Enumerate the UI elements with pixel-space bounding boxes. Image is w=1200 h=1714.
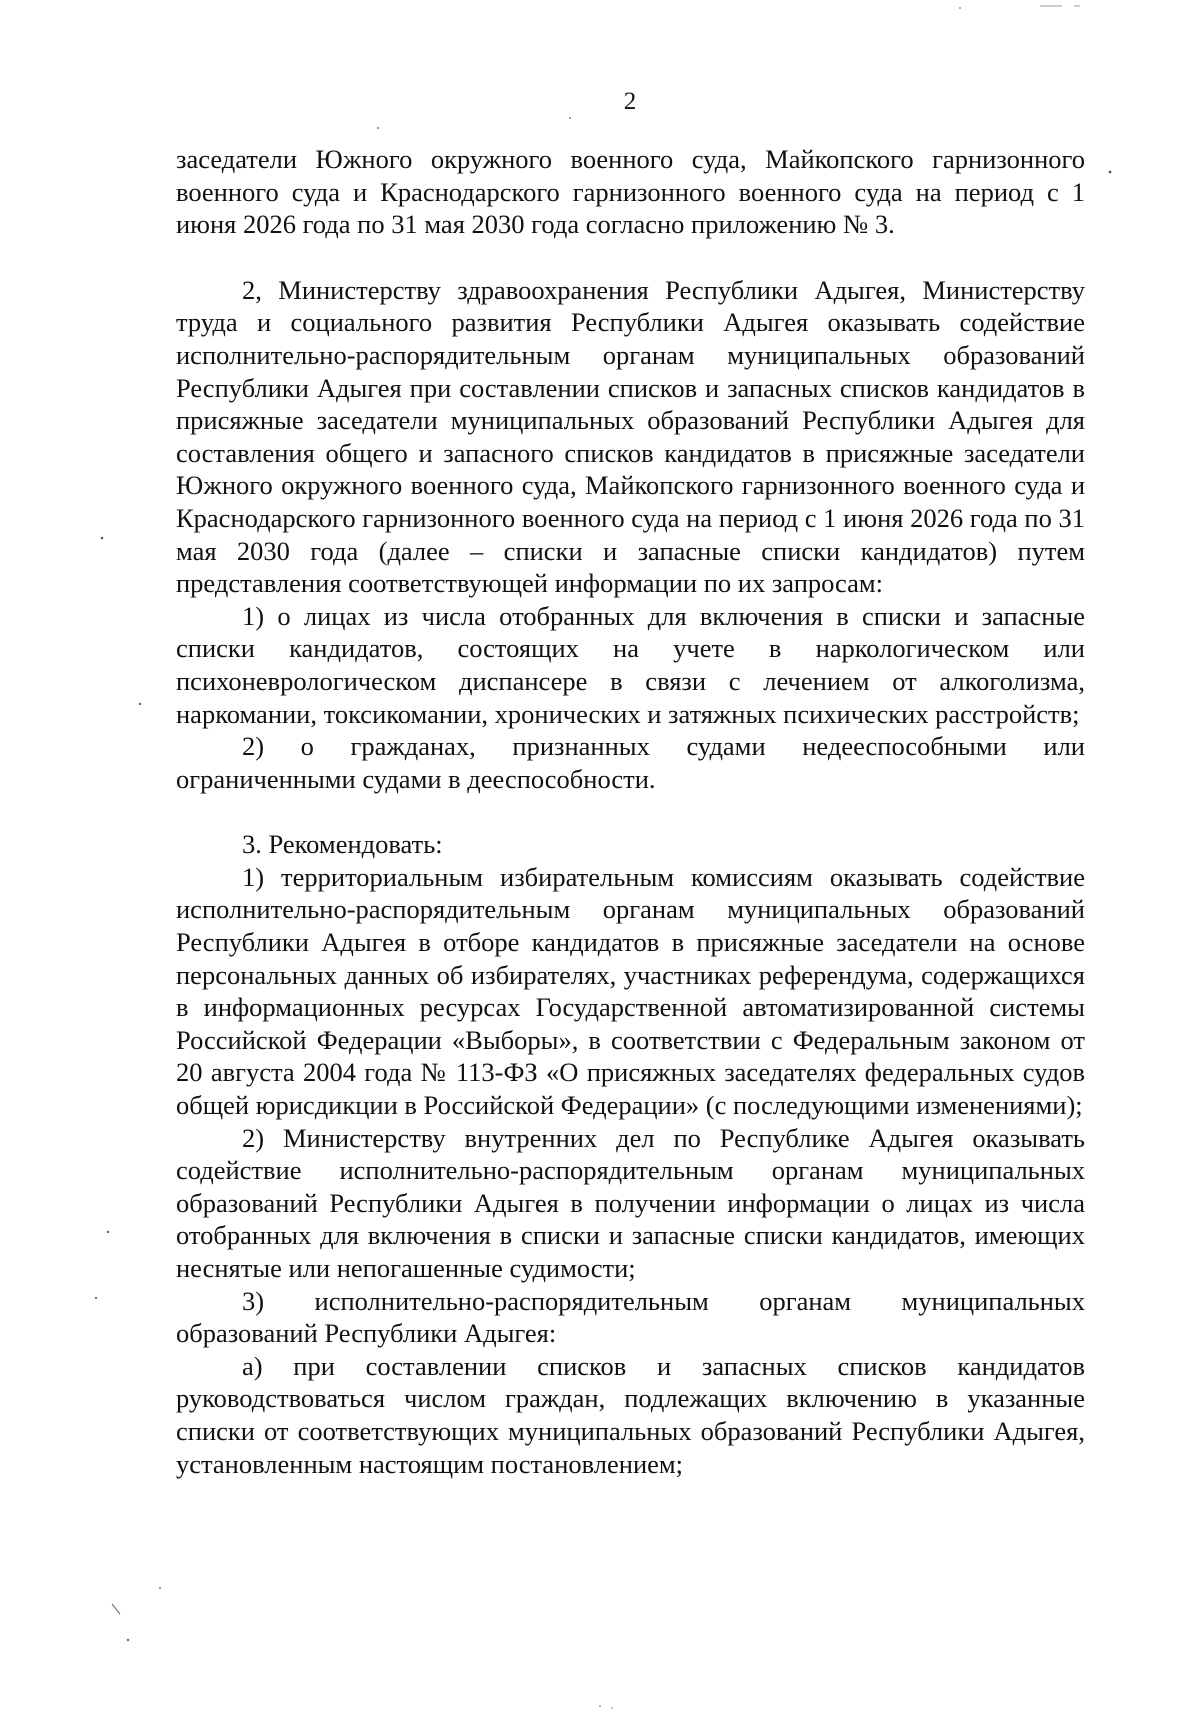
paragraph-continuation: заседатели Южного окружного военного суда, Майкопского гарнизонного военного суда и Краснодарского гарнизонного военного суда на период с 1 июня 2026 года по 31 мая 2030 года согласно приложению № 3. xyxy=(176,144,1085,240)
paragraph-item-2-2: 2) о гражданах, признанных судами недееспособными или ограниченными судами в дееспособности. xyxy=(176,731,1085,794)
paragraph-item-3-3-a: а) при составлении списков и запасных списков кандидатов руководствоваться числом граждан, подлежащих включению в указанные списки от соответствующих муниципальных образований Республики Адыгея, установленным настоящим постановлением; xyxy=(176,1350,1085,1479)
paragraph-item-3-1: 1) территориальным избирательным комиссиям оказывать содействие исполнительно-распорядительным органам муниципальных образований Республики Адыгея в отборе кандидатов в присяжные заседатели на основе персональных данных об избирателях, участниках референдума, содержащихся в информационных ресурсах Государственной автоматизированной системы Российской Федерации «Выборы», в соответствии с Федеральным законом от 20 августа 2004 года № 113-ФЗ «О присяжных заседателях федеральных судов общей юрисдикции в Российской Федерации» (с последующими изменениями); xyxy=(176,861,1085,1121)
paragraph-item-2-1: 1) о лицах из числа отобранных для включения в списки и запасные списки кандидатов, состоящих на учете в наркологическом или психоневрологическом диспансере в связи с лечением от алкоголизма, наркомании, токсикомании, хронических и затяжных психических расстройств; xyxy=(176,600,1085,729)
paragraph-item-3-3: 3) исполнительно-распорядительным органам муниципальных образований Республики Адыгея: xyxy=(176,1285,1085,1349)
paragraph-item-2: 2, Министерству здравоохранения Республики Адыгея, Министерству труда и социального развития Республики Адыгея оказывать содействие исполнительно-распорядительным органам муниципальных образований Республики Адыгея при составлении списков и запасных списков кандидатов в присяжные заседатели муниципальных образований Республики Адыгея для составления общего и запасного списков кандидатов в присяжные заседатели Южного окружного военного суда, Майкопского гарнизонного военного суда и Краснодарского гарнизонного военного суда на период с 1 июня 2026 года по 31 мая 2030 года (далее – списки и запасные списки кандидатов) путем представления соответствующей информации по их запросам: xyxy=(176,274,1085,599)
paragraph-item-3-2: 2) Министерству внутренних дел по Республике Адыгея оказывать содействие исполнительно-распорядительным органам муниципальных образований Республики Адыгея в получении информации о лицах из числа отобранных для включения в списки и запасные списки кандидатов, имеющих неснятые или непогашенные судимости; xyxy=(176,1122,1085,1283)
page-number: 2 xyxy=(623,88,637,115)
document-body xyxy=(176,143,1085,1480)
paragraph-item-3: 3. Рекомендовать: xyxy=(242,829,443,860)
